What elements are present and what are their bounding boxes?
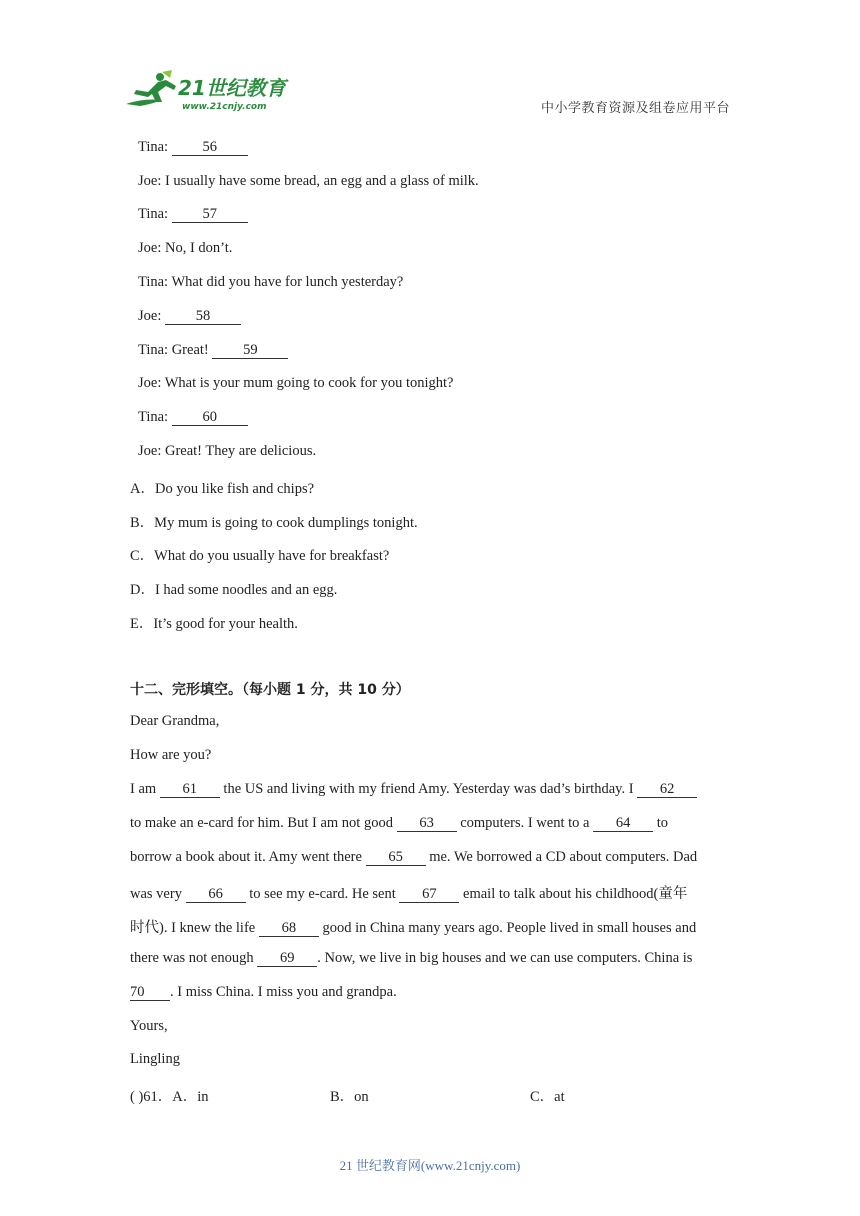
text-segment: Tina: [138, 409, 172, 425]
text-segment: I am [130, 781, 160, 797]
blank-70: 70 [130, 985, 170, 1001]
letter-greeting: Dear Grandma, [130, 713, 220, 729]
text-segment: Tina: [138, 139, 172, 155]
text-segment: 时代). I knew the life [130, 920, 259, 936]
logo [122, 68, 292, 114]
text-segment: me. We borrowed a CD about computers. Dad [425, 849, 698, 865]
text-segment: email to talk about his childhood(童年 [459, 886, 688, 902]
text-segment: the US and living with my friend Amy. Yesterday was dad’s birthday. I [219, 781, 638, 797]
section-title: 十二、完形填空。（每小题 1 分，共 10 分） [130, 682, 410, 698]
blank-64: 64 [593, 816, 653, 832]
blank-68: 68 [259, 921, 319, 937]
letter-line [130, 950, 692, 967]
dialogue-line [138, 206, 248, 223]
text-segment: was very [130, 886, 186, 902]
page-header [0, 0, 860, 120]
letter-line [130, 849, 697, 866]
question-61-option-b: B．on [330, 1089, 369, 1105]
letter-line [130, 815, 668, 832]
dialogue-line [138, 139, 248, 156]
option-a: A．Do you like fish and chips? [130, 481, 315, 497]
blank-58: 58 [165, 309, 241, 325]
text-segment: Joe: [138, 308, 165, 324]
blank-67: 67 [399, 887, 459, 903]
option-e: E．It’s good for your health. [130, 616, 298, 632]
platform-tagline: 中小学教育资源及组卷应用平台 [540, 100, 730, 115]
dialogue-line: Joe: What is your mum going to cook for you tonight? [138, 375, 454, 391]
text-segment: Tina: [138, 206, 172, 222]
svg-text:21世纪教育: 21世纪教育 [178, 76, 286, 100]
blank-62: 62 [637, 782, 697, 798]
text-segment: . I miss China. I miss you and grandpa. [170, 984, 397, 1000]
blank-61: 61 [160, 782, 220, 798]
dialogue-line [138, 342, 288, 359]
text-segment: to [653, 815, 668, 831]
option-d: D．I had some noodles and an egg. [130, 582, 338, 598]
blank-65: 65 [366, 850, 426, 866]
question-61-option-c: C．at [530, 1089, 565, 1105]
letter-signature: Lingling [130, 1051, 180, 1067]
blank-60: 60 [172, 410, 248, 426]
dialogue-line [138, 409, 248, 426]
dialogue-line: Joe: Great! They are delicious. [138, 443, 317, 459]
blank-66: 66 [186, 887, 246, 903]
blank-63: 63 [397, 816, 457, 832]
letter-line [130, 984, 397, 1001]
text-segment: good in China many years ago. People lived in small houses and [318, 920, 697, 936]
letter-line [130, 916, 696, 937]
dialogue-line: Joe: No, I don’t. [138, 240, 233, 256]
blank-59: 59 [212, 343, 288, 359]
letter-line [130, 882, 687, 903]
dialogue-line [138, 308, 241, 325]
text-segment: borrow a book about it. Amy went there [130, 849, 366, 865]
letter-closing: Yours, [130, 1018, 168, 1034]
question-61-stem: ( )61．A．in [130, 1089, 209, 1105]
text-segment: . Now, we live in big houses and we can use computers. China is [317, 950, 693, 966]
letter-line [130, 781, 697, 798]
text-segment: computers. I went to a [456, 815, 594, 831]
svg-text:www.21cnjy.com: www.21cnjy.com [182, 102, 267, 112]
text-segment: to make an e-card for him. But I am not good [130, 815, 397, 831]
dialogue-line: Joe: I usually have some bread, an egg and a glass of milk. [138, 173, 479, 189]
option-c: C．What do you usually have for breakfast? [130, 548, 390, 564]
dialogue-line: Tina: What did you have for lunch yesterday? [138, 274, 404, 290]
logo-runner-icon [122, 68, 292, 114]
text-segment: there was not enough [130, 950, 258, 966]
blank-56: 56 [172, 140, 248, 156]
text-segment: to see my e-card. He sent [245, 886, 400, 902]
blank-69: 69 [257, 951, 317, 967]
option-b: B．My mum is going to cook dumplings tonight. [130, 515, 418, 531]
text-segment: Tina: Great! [138, 342, 213, 358]
blank-57: 57 [172, 207, 248, 223]
letter-opening: How are you? [130, 747, 212, 763]
footer-link[interactable]: 21 世纪教育网(www.21cnjy.com) [339, 1158, 521, 1173]
